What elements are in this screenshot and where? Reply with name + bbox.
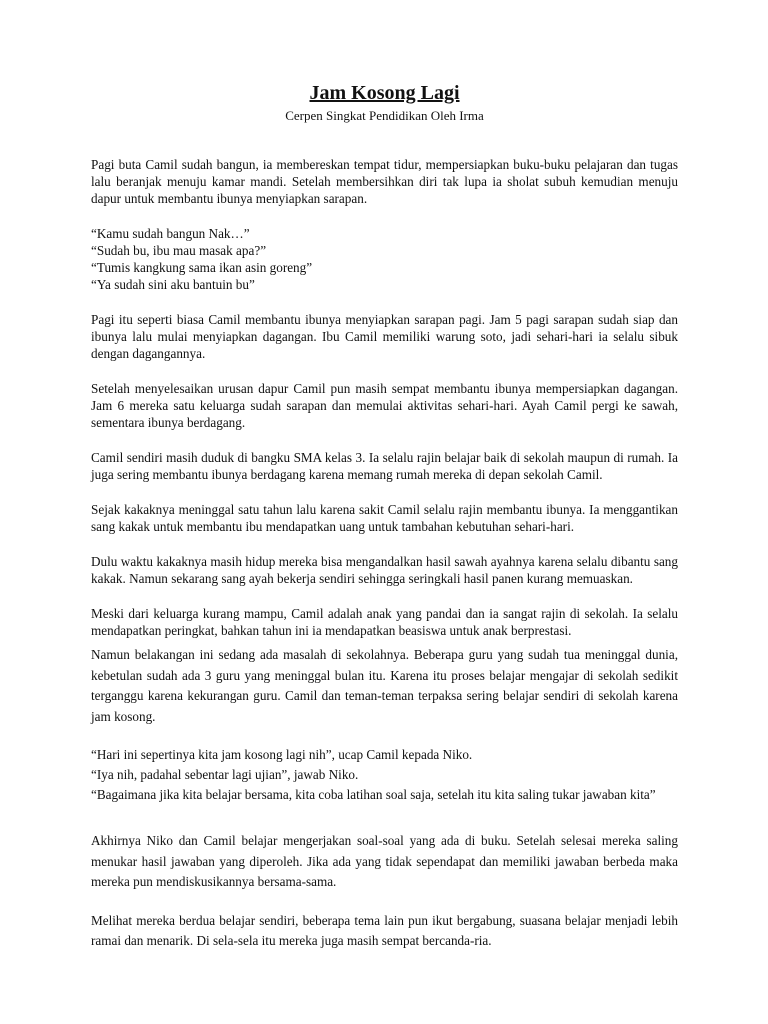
paragraph-5: Sejak kakaknya meninggal satu tahun lalu karena sakit Camil selalu rajin membantu ibunya. Ia menggantikan sang kakak untuk membantu ibu mendapatkan uang untuk tambahan kebutuhan sehari-hari. (91, 502, 678, 534)
dialog-line: “Iya nih, padahal sebentar lagi ujian”, jawab Niko. (91, 767, 359, 782)
paragraph-9: Akhirnya Niko dan Camil belajar mengerjakan soal-soal yang ada di buku. Setelah selesai mereka saling menukar hasil jawaban yang diperoleh. Jika ada yang tidak sependapat dan memiliki jawaban berbeda maka mereka pun mendiskusikannya bersama-sama. (91, 833, 678, 889)
paragraph-6: Dulu waktu kakaknya masih hidup mereka bisa mengandalkan hasil sawah ayahnya karena selalu dibantu sang kakak. Namun sekarang sang ayah bekerja sendiri sehingga seringkali hasil panen kurang memuaskan. (91, 554, 678, 586)
paragraph-7: Meski dari keluarga kurang mampu, Camil adalah anak yang pandai dan ia sangat rajin di sekolah. Ia selalu mendapatkan peringkat, bahkan tahun ini ia mendapatkan beasiswa untuk anak berprestasi. (91, 606, 678, 638)
dialog-line: “Bagaimana jika kita belajar bersama, kita coba latihan soal saja, setelah itu kita saling tukar jawaban kita” (91, 787, 656, 802)
story-body (91, 156, 678, 952)
paragraph-10: Melihat mereka berdua belajar sendiri, beberapa tema lain pun ikut bergabung, suasana belajar menjadi lebih ramai dan menarik. Di sela-sela itu mereka juga masih sempat bercanda-ria. (91, 912, 678, 948)
dialog-line: “Tumis kangkung sama ikan asin goreng” (91, 260, 313, 275)
dialog-line: “Kamu sudah bangun Nak…” (91, 226, 250, 241)
dialog-line: “Sudah bu, ibu mau masak apa?” (91, 243, 267, 258)
dialog-line: “Ya sudah sini aku bantuin bu” (91, 277, 255, 292)
document-subtitle: Cerpen Singkat Pendidikan Oleh Irma (285, 108, 484, 123)
dialog-block-2 (91, 745, 678, 805)
paragraph-8: Namun belakangan ini sedang ada masalah di sekolahnya. Beberapa guru yang sudah tua meninggal dunia, kebetulan sudah ada 3 guru yang meninggal bulan itu. Karena itu proses belajar mengajar di sekolah sedikit terganggu karena kekurangan guru. Camil dan teman-teman terpaksa sering belajar sendiri di sekolah karena jam kosong. (91, 647, 678, 724)
paragraph-1: Pagi buta Camil sudah bangun, ia membereskan tempat tidur, mempersiapkan buku-buku pelajaran dan tugas lalu beranjak menuju kamar mandi. Setelah membersihkan diri tak lupa ia sholat subuh kemudian menuju dapur untuk membantu ibunya menyiapkan sarapan. (91, 157, 678, 206)
document-title: Jam Kosong Lagi (309, 82, 460, 104)
dialog-line: “Hari ini sepertinya kita jam kosong lagi nih”, ucap Camil kepada Niko. (91, 747, 473, 762)
paragraph-3: Setelah menyelesaikan urusan dapur Camil pun masih sempat membantu ibunya mempersiapkan dagangan. Jam 6 mereka satu keluarga sudah sarapan dan memulai aktivitas sehari-hari. Ayah Camil pergi ke sawah, sementara ibunya berdagang. (91, 381, 678, 430)
paragraph-4: Camil sendiri masih duduk di bangku SMA kelas 3. Ia selalu rajin belajar baik di sekolah maupun di rumah. Ia juga sering membantu ibunya berdagang karena memang rumah mereka di depan sekolah Camil. (91, 450, 678, 482)
paragraph-2: Pagi itu seperti biasa Camil membantu ibunya menyiapkan sarapan pagi. Jam 5 pagi sarapan sudah siap dan ibunya lalu mulai menyiapkan dagangan. Ibu Camil memiliki warung soto, jadi sehari-hari ia selalu sibuk dengan dagangannya. (91, 312, 678, 361)
dialog-block-1 (91, 225, 678, 293)
